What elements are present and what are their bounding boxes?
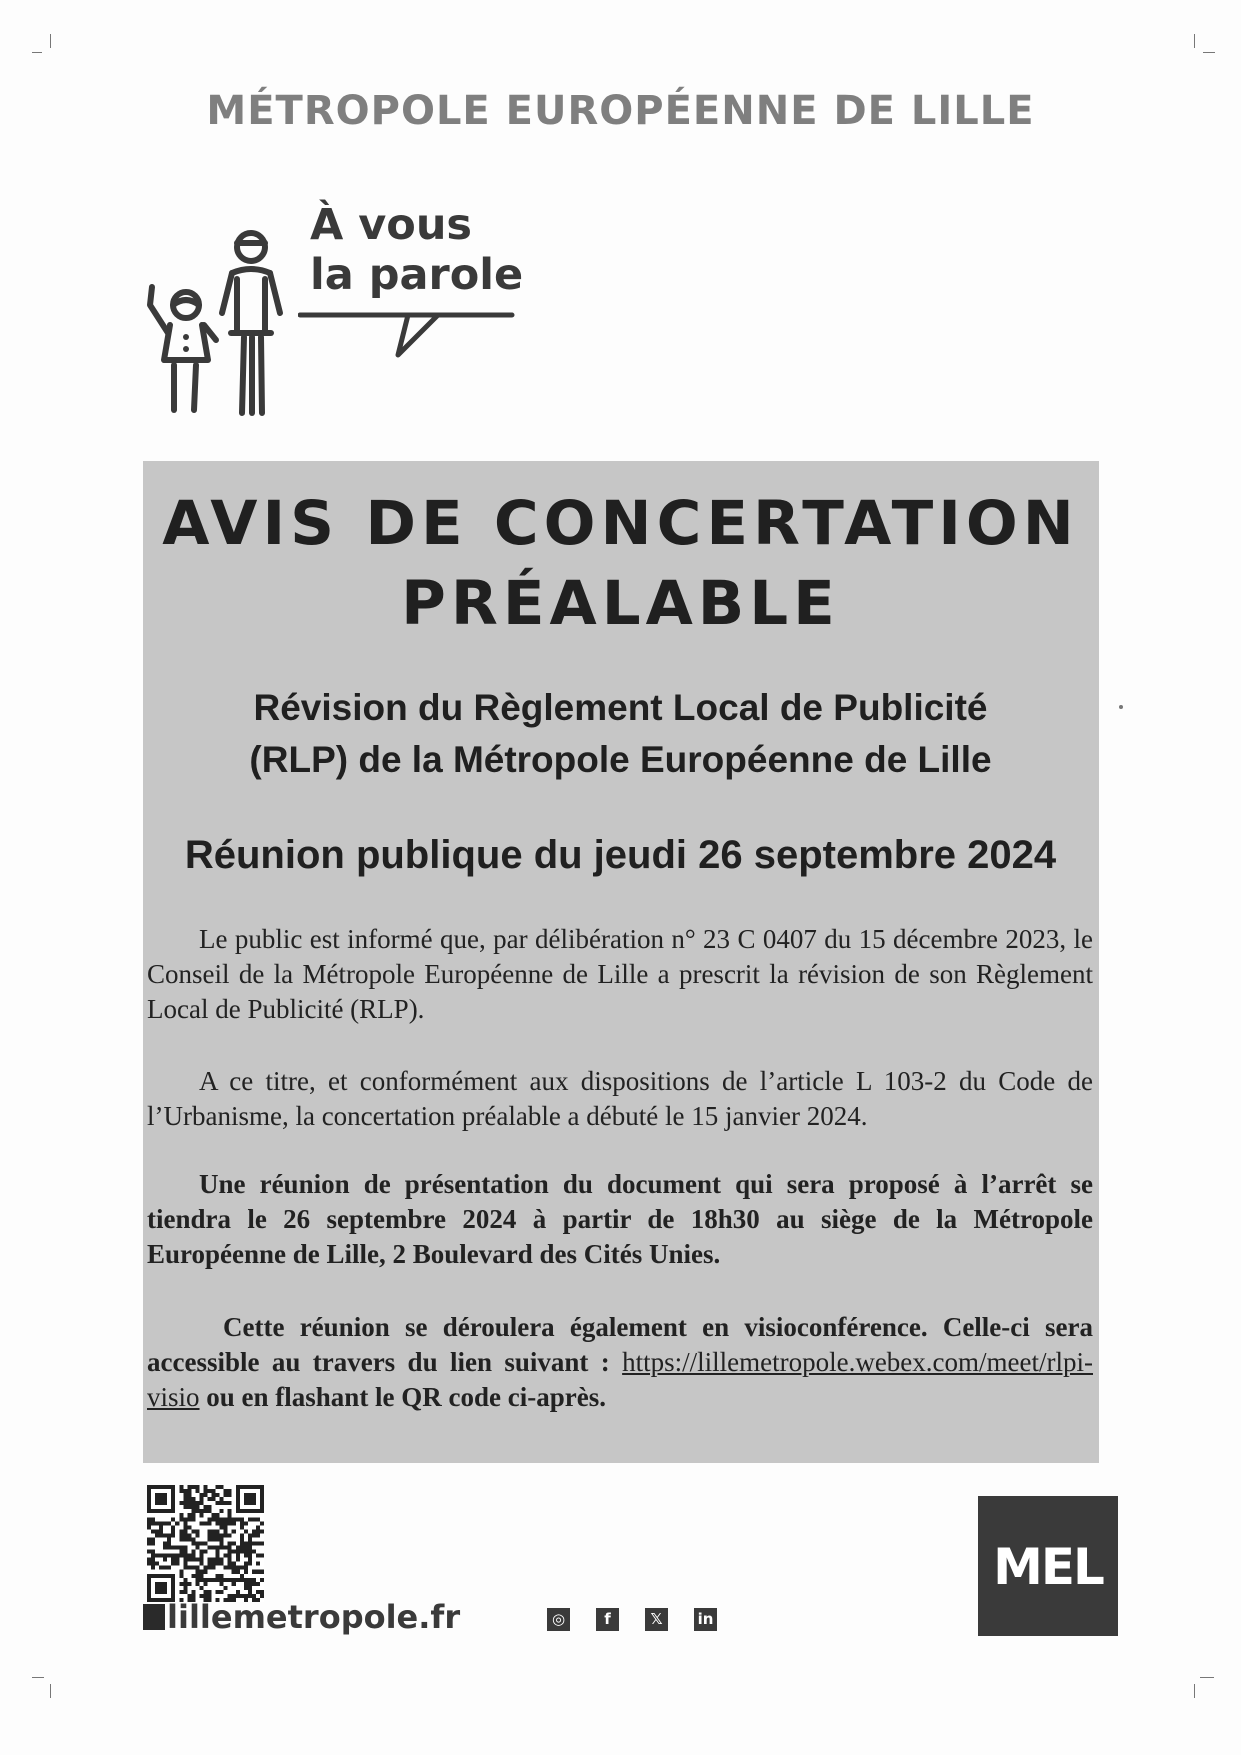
website-label[interactable] [143, 1598, 460, 1636]
crop-mark [50, 1684, 51, 1698]
instagram-icon[interactable]: ◎ [547, 1608, 570, 1631]
paragraph-visio [147, 1310, 1093, 1415]
crop-mark [50, 34, 51, 48]
notice-subject-line-2: (RLP) de la Métropole Européenne de Lille [249, 739, 992, 780]
mel-logo-text: MEL [993, 1538, 1103, 1596]
paragraph-visio-text-end: ou en flashant le QR code ci-après. [206, 1382, 606, 1412]
paragraph-visio-text: Cette réunion se déroulera également en visioconférence. Celle-ci sera accessible au travers du lien suivant : [147, 1312, 1093, 1377]
qr-code[interactable] [147, 1485, 264, 1602]
mel-logo [978, 1496, 1118, 1636]
meeting-heading: Réunion publique du jeudi 26 septembre 2024 [184, 833, 1057, 877]
facebook-icon[interactable]: f [596, 1608, 619, 1631]
crop-mark [32, 52, 42, 53]
notice-title-line-2: PRÉALABLE [401, 568, 840, 639]
paragraph-meeting-details: Une réunion de présentation du document qui sera proposé à l’arrêt se tiendra le 26 septembre 2024 à partir de 18h30 au siège de la Métropole Européenne de Lille, 2 Boulevard des Cités Unies. [147, 1169, 1093, 1269]
crop-mark [1194, 34, 1195, 48]
brand-square-icon [143, 1604, 165, 1630]
tagline [310, 200, 523, 300]
notice-title-line-1: AVIS DE CONCERTATION [162, 488, 1079, 559]
linkedin-icon[interactable]: in [694, 1608, 717, 1631]
paragraph-deliberation: Le public est informé que, par délibération n° 23 C 0407 du 15 décembre 2023, le Conseil de la Métropole Européenne de Lille a prescrit la révision de son Règlement Local de Publicité (RLP). [147, 924, 1093, 1024]
people-illustration [140, 225, 300, 420]
notice-subject [0, 682, 1241, 786]
speech-bubble-pointer [298, 310, 518, 360]
tagline-line-2: la parole [310, 250, 524, 300]
crop-mark [1203, 52, 1215, 53]
notice-subject-line-1: Révision du Règlement Local de Publicité [253, 687, 988, 728]
organization-title: MÉTROPOLE EUROPÉENNE DE LILLE [206, 88, 1035, 134]
paragraph-concertation: A ce titre, et conformément aux dispositions de l’article L 103-2 du Code de l’Urbanisme, la concertation préalable a débuté le 15 janvier 2024. [147, 1066, 1093, 1131]
crop-mark [1194, 1684, 1195, 1698]
tagline-line-1: À vous [310, 200, 473, 250]
webex-link[interactable]: https://lillemetropole.webex.com/meet/rlpi-visio [147, 1347, 1093, 1412]
x-icon[interactable]: 𝕏 [645, 1608, 668, 1631]
crop-mark [1200, 1677, 1214, 1678]
website-text: lillemetropole.fr [167, 1598, 461, 1636]
adult-head-icon [237, 233, 265, 261]
crop-mark [32, 1677, 44, 1678]
notice-title [0, 484, 1241, 644]
